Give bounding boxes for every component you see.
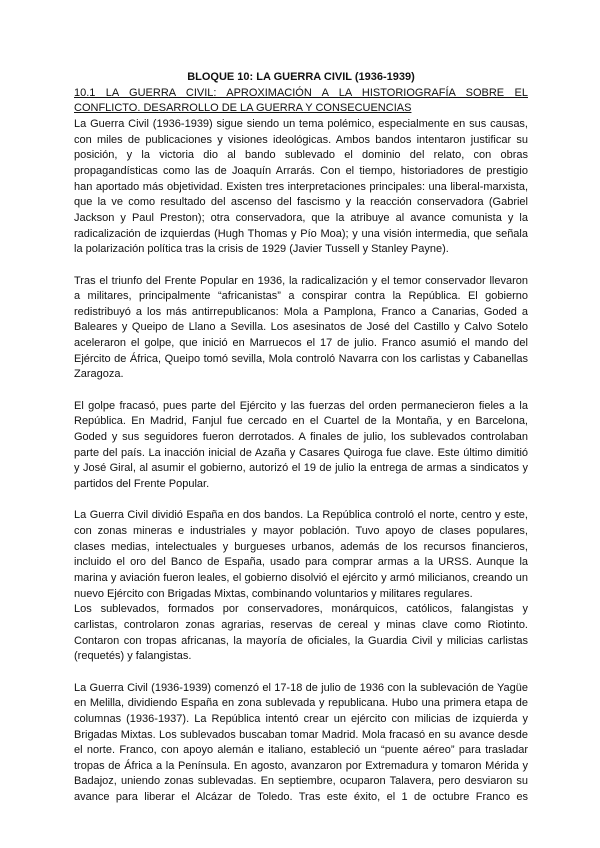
text-line: Jackson y Paul Preston); otra conservadora, que la atribuye al avance comunista y la (74, 211, 528, 224)
text-line: El golpe fracasó, pues parte del Ejército y las fuerzas del orden permanecieron fieles a la (74, 399, 528, 412)
text-line: tropas de África a la Península. En agosto, avanzaron por Extremadura y tomaron Mérida y (74, 759, 528, 772)
text-line: propagandísticas como las de Joaquín Arrarás. Con el tiempo, historiadores de prestigio (74, 164, 528, 177)
paragraph (74, 399, 528, 493)
text-line: incluido el oro del Banco de España, usado para comprar armas a la URSS. Aunque la (74, 556, 528, 569)
text-line: radicalización de izquierdas (Hugh Thomas y Pío Moa); y una visión intermedia, que señala (74, 227, 528, 240)
document-page (74, 70, 528, 821)
text-line: columnas (1936-1937). La República intentó crear un ejército con milicias de izquierda y (74, 712, 528, 725)
text-line: (requetés) y falangistas. (74, 650, 192, 663)
text-line: Tras el triunfo del Frente Popular en 1936, la radicalización y el temor conservador llevaron (74, 274, 528, 287)
paragraph (74, 508, 528, 602)
text-line: con miles de publicaciones y visiones ideológicas. Ambos bandos intentaron justificar su (74, 133, 528, 146)
text-line: con zonas mineras e industriales y mayor población. Tuvo apoyo de clases populares, (74, 524, 528, 537)
text-line: Contaron con tropas africanas, la mayoría de oficiales, la Guardia Civil y milicias carlistas (74, 634, 528, 647)
paragraph (74, 681, 528, 806)
text-line: clases medias, intelectuales y burgueses urbanos, además de los recursos financieros, (74, 540, 528, 553)
text-line: la polarización política tras la crisis de 1929 (Javier Tussell y Stanley Payne). (74, 243, 449, 256)
text-line: han aportado más objetividad. Existen tres interpretaciones principales: una liberal-marxista, (74, 180, 528, 193)
text-line: Los sublevados, formados por conservadores, monárquicos, católicos, falangistas y (74, 603, 528, 616)
text-line: carlistas, controlaron zonas agrarias, reservas de cereal y minas clave como Riotinto. (74, 618, 528, 631)
text-line: a militares, principalmente “africanistas” a conspirar contra la República. El gobierno (74, 290, 528, 303)
text-line: Ejército de África, Queipo tomó sevilla, Mola controló Navarra con los carlistas y Cabanellas (74, 352, 528, 365)
paragraph (74, 602, 528, 665)
text-line: avance para liberar el Alcázar de Toledo. Tras este éxito, el 1 de octubre Franco es (74, 791, 528, 804)
text-line: Brigadas Mixtas. Los sublevados buscaban tomar Madrid. Mola fracasó en su avance desde (74, 728, 528, 741)
text-line: parte del país. La inacción inicial de Azaña y Casares Quiroga fue clave. Este último dimitió (74, 446, 528, 459)
text-line: Zaragoza. (74, 368, 124, 381)
text-line: y José Giral, al asumir el gobierno, autorizó el 19 de julio la entrega de armas a sindicatos y (74, 462, 528, 475)
body-text (74, 117, 528, 806)
section-heading (74, 86, 528, 117)
paragraph (74, 117, 528, 258)
text-line: nuevo Ejército con Brigadas Mixtas, combinando voluntarios y militares regulares. (74, 587, 473, 600)
text-line: marina y aviación fueron leales, el gobierno disolvió el ejército y armó milicianos, creando un (74, 571, 528, 584)
text-line: que la ve como resultado del ascenso del fascismo y la reacción conservadora (Gabriel (74, 196, 528, 209)
heading-line: 10.1 LA GUERRA CIVIL: APROXIMACIÓN A LA HISTORIOGRAFÍA SOBRE EL (74, 86, 528, 99)
text-line: el norte. Franco, con apoyo alemán e italiano, estableció un “puente aéreo” para trasladar (74, 744, 528, 757)
text-line: República. En Madrid, Fanjul fue cercado en el Cuartel de la Montaña, y en Barcelona, (74, 415, 528, 428)
text-line: La Guerra Civil (1936-1939) sigue siendo un tema polémico, especialmente en sus causas, (74, 117, 528, 130)
text-line: redistribuyó a los más antirrepublicanos: Mola a Pamplona, Franco a Canarias, Goded a (74, 305, 528, 318)
text-line: en Melilla, dividiendo España en zona sublevada y republicana. Hubo una primera etapa de (74, 697, 528, 710)
text-line: aceleraron el golpe, que inició en Marruecos el 17 de julio. Franco asumió el mando del (74, 337, 528, 350)
text-line: partidos del Frente Popular. (74, 478, 210, 491)
heading-line: CONFLICTO. DESARROLLO DE LA GUERRA Y CONSECUENCIAS (74, 102, 412, 115)
text-line: La Guerra Civil dividió España en dos bandos. La República controló el norte, centro y este, (74, 509, 528, 522)
text-line: posición, y la victoria dio al bando sublevado el dominio del relato, con obras (74, 149, 528, 162)
text-line: Badajoz, uniendo zonas sublevadas. En septiembre, ocuparon Talavera, pero desviaron su (74, 775, 528, 788)
paragraph (74, 274, 528, 384)
document-title: BLOQUE 10: LA GUERRA CIVIL (1936-1939) (187, 71, 415, 83)
text-line: Baleares y Queipo de Llano a Sevilla. Los asesinatos de José del Castillo y Calvo Sotelo (74, 321, 528, 334)
text-line: La Guerra Civil (1936-1939) comenzó el 17-18 de julio de 1936 con la sublevación de Yagüe (74, 681, 528, 694)
text-line: Goded y sus seguidores fueron derrotados. A finales de julio, los sublevados controlaban (74, 431, 528, 444)
